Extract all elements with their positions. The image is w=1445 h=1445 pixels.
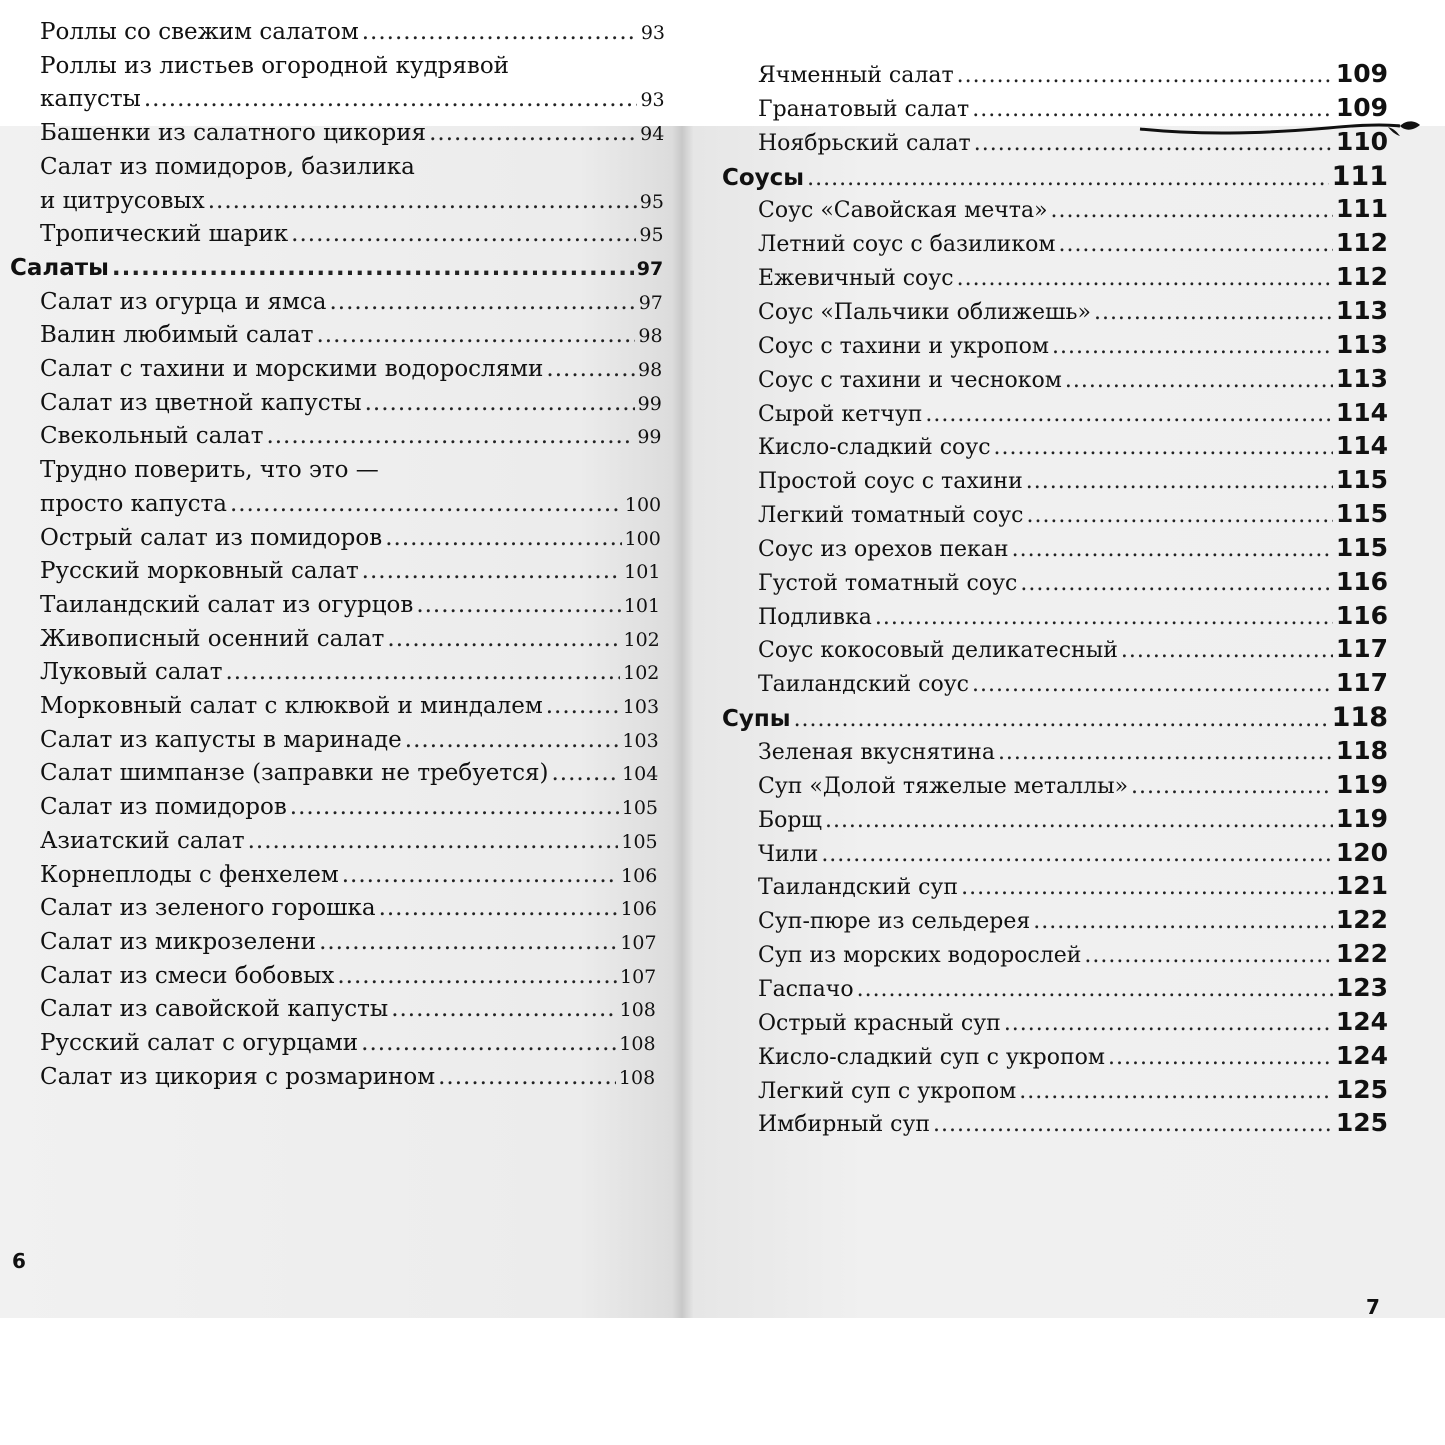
toc-page-number: 105 — [621, 830, 658, 853]
toc-entry-title: Легкий томатный соус — [758, 503, 1024, 529]
toc-entry-title: Борщ — [758, 807, 822, 833]
toc-entry-line: Роллы из листьев огородной кудрявой — [40, 52, 510, 79]
toc-page-number: 113 — [1335, 295, 1388, 325]
toc-entry-title: Салат из зеленого горошка — [40, 895, 376, 922]
dot-leader — [405, 727, 620, 753]
toc-page-number: 101 — [623, 594, 661, 617]
toc-entry[interactable] — [758, 59, 1388, 88]
toc-entry-line: Трудно поверить, что это — — [40, 457, 379, 484]
toc-entry-title: Ежевичный соус — [758, 266, 954, 292]
toc-entry[interactable] — [758, 194, 1388, 223]
toc-entry-title: Простой соус с тахини — [758, 469, 1023, 495]
toc-page-number: 94 — [640, 123, 665, 146]
toc-page-number: 98 — [638, 325, 663, 348]
toc-page-number: 116 — [1335, 600, 1388, 630]
toc-page-number: 119 — [1335, 769, 1388, 799]
toc-entry-title: Салат шимпанзе (заправки не требуется) — [40, 760, 549, 787]
left-page — [0, 0, 675, 1192]
dot-leader — [1121, 638, 1333, 663]
toc-page-number: 116 — [1335, 566, 1388, 596]
toc-entry-title: Тропический шарик — [40, 221, 289, 248]
toc-entry[interactable] — [758, 871, 1388, 900]
dot-leader — [112, 255, 634, 281]
dot-leader — [290, 794, 619, 820]
page-number-right: 7 — [1366, 1295, 1380, 1319]
toc-page-number: 112 — [1335, 262, 1388, 292]
toc-entry-title: Салат из помидоров — [40, 794, 287, 821]
toc-page-number: 104 — [622, 763, 659, 786]
toc-entry-title: Ноябрьский салат — [758, 130, 971, 156]
toc-entry-title: Азиатский салат — [40, 827, 245, 854]
toc-page-number: 106 — [620, 898, 657, 921]
toc-entry-title: Соус с тахини и чесноком — [758, 367, 1062, 393]
toc-entry-title: Салат из микрозелени — [40, 928, 317, 955]
toc-entry-title: Соус с тахини и укропом — [758, 333, 1050, 359]
toc-entry[interactable] — [40, 322, 663, 348]
toc-page-number: 98 — [638, 359, 663, 381]
toc-page-number: 125 — [1335, 1074, 1388, 1104]
dot-leader — [387, 626, 620, 652]
toc-entry[interactable] — [40, 862, 657, 888]
toc-entry[interactable] — [40, 963, 656, 989]
toc-page-number: 111 — [1331, 160, 1388, 192]
toc-entry-title: Салаты — [10, 254, 109, 281]
toc-entry-title: Таиландский салат из огурцов — [40, 591, 414, 618]
toc-page-number: 114 — [1335, 431, 1388, 461]
dot-leader — [957, 63, 1333, 88]
toc-entry-title: Роллы со свежим салатом — [40, 19, 359, 45]
dot-leader — [230, 491, 622, 517]
dot-leader — [365, 390, 635, 416]
toc-entry[interactable] — [40, 289, 663, 315]
toc-entry[interactable] — [758, 804, 1388, 833]
toc-entry-title: Русский морковный салат — [40, 558, 359, 585]
dot-leader — [1131, 774, 1333, 799]
dot-leader — [362, 19, 638, 45]
toc-page-number: 103 — [622, 696, 660, 718]
toc-page-number: 97 — [638, 291, 663, 314]
toc-entry-title: Ячменный салат — [758, 63, 954, 88]
toc-entry-title: Корнеплоды с фенхелем — [40, 861, 339, 888]
toc-page-number: 114 — [1335, 397, 1388, 427]
toc-entry[interactable] — [40, 895, 657, 921]
toc-entry[interactable] — [758, 668, 1388, 697]
dot-leader — [266, 423, 634, 449]
dot-leader — [961, 875, 1333, 900]
dot-leader — [362, 558, 622, 584]
toc-entry[interactable] — [40, 693, 659, 719]
dot-leader — [385, 525, 621, 551]
toc-entry-title: Свекольный салат — [40, 423, 264, 450]
toc-entry[interactable] — [40, 19, 665, 45]
toc-page-number: 107 — [620, 931, 657, 954]
dot-leader — [225, 659, 620, 685]
toc-entry[interactable] — [758, 736, 1388, 765]
toc-page-number: 117 — [1335, 668, 1388, 698]
page-number-left: 6 — [12, 1249, 26, 1273]
dot-leader — [546, 356, 635, 382]
toc-entry[interactable] — [40, 558, 660, 584]
dot-leader — [1004, 1011, 1333, 1036]
toc-entry[interactable] — [758, 330, 1388, 359]
toc-entry[interactable] — [758, 973, 1388, 1002]
toc-entry-title: Таиландский соус — [758, 672, 969, 698]
dot-leader — [144, 86, 638, 112]
toc-page-number: 109 — [1335, 92, 1388, 122]
toc-entry-title: Салат из капусты в маринаде — [40, 726, 402, 753]
toc-page-number: 110 — [1335, 126, 1388, 156]
toc-entry[interactable] — [758, 262, 1388, 291]
toc-entry[interactable] — [40, 592, 660, 618]
toc-entry-title: Густой томатный соус — [758, 570, 1018, 596]
toc-entry[interactable] — [758, 770, 1388, 799]
dot-leader — [1033, 909, 1333, 934]
toc-entry[interactable] — [758, 465, 1388, 494]
toc-entry[interactable] — [40, 828, 658, 854]
dot-leader — [1020, 571, 1332, 596]
dot-leader — [1094, 300, 1333, 325]
toc-entry-title: Живописный осенний салат — [40, 625, 385, 652]
toc-entry-title: Таиландский суп — [758, 875, 959, 901]
toc-page-number: 100 — [624, 527, 661, 550]
toc-entry-title: Имбирный суп — [758, 1112, 931, 1138]
dot-leader — [208, 188, 637, 214]
toc-entry-title: Супы — [722, 706, 791, 733]
toc-page-number: 108 — [618, 1066, 656, 1089]
toc-entry-title: Валин любимый салат — [40, 322, 314, 349]
toc-page-number: 122 — [1335, 905, 1388, 935]
toc-page-number: 109 — [1335, 59, 1388, 88]
dot-leader — [379, 895, 618, 921]
toc-entry[interactable] — [758, 1075, 1388, 1104]
dot-leader — [1052, 334, 1333, 359]
toc-entry-title: Салат из цикория с розмарином — [40, 1063, 436, 1090]
toc-entry[interactable] — [40, 221, 664, 247]
toc-entry-title: капусты — [40, 86, 141, 113]
toc-page-number: 115 — [1335, 532, 1388, 562]
dot-leader — [875, 605, 1333, 630]
toc-entry[interactable] — [758, 634, 1388, 663]
toc-entry-title: и цитрусовых — [40, 187, 205, 214]
dot-leader — [794, 707, 1329, 732]
toc-entry[interactable] — [40, 996, 656, 1022]
toc-entry-title: Зеленая вкуснятина — [758, 740, 995, 765]
toc-entry-title: Соус «Савойская мечта» — [758, 198, 1048, 224]
toc-entry-title: Подливка — [758, 604, 872, 630]
toc-entry[interactable] — [40, 120, 664, 146]
dot-leader — [1084, 943, 1332, 968]
toc-entry[interactable] — [758, 93, 1388, 122]
toc-entry[interactable] — [758, 533, 1388, 562]
toc-page-number: 107 — [619, 965, 657, 988]
dot-leader — [994, 435, 1333, 460]
toc-entry[interactable] — [758, 398, 1388, 427]
toc-section-heading[interactable] — [722, 161, 1388, 192]
dot-leader — [933, 1112, 1333, 1137]
toc-entry[interactable] — [758, 939, 1388, 968]
toc-page-number: 115 — [1335, 499, 1388, 529]
dot-leader — [248, 828, 619, 854]
toc-page-number: 113 — [1335, 329, 1388, 359]
dot-leader — [1058, 232, 1332, 257]
toc-entry-title: Острый красный суп — [758, 1010, 1001, 1036]
toc-entry[interactable] — [40, 188, 664, 214]
toc-page-number: 95 — [639, 190, 664, 213]
dot-leader — [342, 862, 618, 888]
dot-leader — [416, 592, 621, 618]
toc-page-number: 125 — [1335, 1108, 1388, 1138]
dot-leader — [319, 929, 617, 955]
toc-entry-title: Русский салат с огурцами — [40, 1030, 359, 1056]
dot-leader — [1051, 198, 1333, 223]
toc-entry-title: Салат из цветной капусты — [40, 389, 362, 416]
toc-entry-title: Соусы — [722, 164, 805, 191]
toc-entry[interactable] — [758, 296, 1388, 325]
toc-page-number: 93 — [640, 22, 665, 44]
toc-page-number: 99 — [637, 426, 662, 449]
toc-entry-title: Салат с тахини и морскими водорослями — [40, 356, 544, 382]
toc-page-number: 99 — [637, 392, 662, 415]
dot-leader — [821, 842, 1333, 867]
dot-leader — [329, 289, 635, 315]
dot-leader — [316, 322, 635, 348]
toc-entry-title: Гаспачо — [758, 976, 854, 1002]
dot-leader — [1065, 368, 1333, 393]
toc-entry-title: Суп-пюре из сельдерея — [758, 909, 1031, 935]
toc-entry[interactable] — [40, 390, 662, 416]
toc-entry[interactable] — [758, 499, 1388, 528]
toc-page-number: 117 — [1335, 634, 1388, 664]
toc-entry[interactable] — [40, 491, 661, 517]
dot-leader — [391, 996, 616, 1022]
dot-leader — [972, 97, 1333, 122]
toc-page-number: 103 — [622, 729, 659, 752]
toc-entry-title: Суп «Долой тяжелые металлы» — [758, 773, 1129, 799]
dot-leader — [974, 131, 1333, 156]
dot-leader — [998, 740, 1333, 765]
toc-entry-title: Гранатовый салат — [758, 96, 970, 122]
dot-leader — [1019, 1079, 1333, 1104]
toc-entry[interactable] — [758, 1007, 1388, 1036]
toc-entry[interactable] — [758, 228, 1388, 257]
toc-page-number: 108 — [619, 999, 656, 1022]
dot-leader — [925, 402, 1332, 427]
toc-entry[interactable] — [40, 760, 658, 786]
toc-entry-title: Башенки из салатного цикория — [40, 120, 427, 147]
toc-entry[interactable] — [40, 659, 659, 685]
toc-entry[interactable] — [758, 838, 1388, 867]
toc-entry[interactable] — [758, 431, 1388, 460]
toc-page-number: 123 — [1335, 972, 1388, 1002]
dot-leader — [546, 693, 620, 719]
toc-page-number: 95 — [639, 224, 664, 247]
toc-page-number: 118 — [1331, 702, 1388, 734]
toc-entry-line: Салат из помидоров, базилика — [40, 153, 415, 180]
toc-entry-title: Салат из савойской капусты — [40, 996, 389, 1023]
toc-entry-title: Острый салат из помидоров — [40, 524, 383, 551]
toc-page-number: 106 — [621, 864, 658, 887]
toc-entry-title: Легкий суп с укропом — [758, 1078, 1017, 1104]
toc-entry-title: Соус из орехов пекан — [758, 536, 1009, 562]
toc-page-number: 122 — [1335, 939, 1388, 969]
toc-entry-title: Соус «Пальчики оближешь» — [758, 299, 1091, 325]
dot-leader — [1026, 503, 1332, 528]
toc-section-heading[interactable] — [722, 702, 1388, 733]
toc-page-number: 93 — [640, 89, 665, 112]
toc-entry[interactable] — [40, 1064, 655, 1090]
toc-page-number: 102 — [623, 628, 660, 651]
toc-entry[interactable] — [40, 794, 658, 820]
dot-leader — [807, 166, 1329, 191]
right-page — [680, 0, 1445, 1192]
dot-leader — [972, 672, 1333, 697]
dot-leader — [1012, 537, 1333, 562]
toc-page-number: 118 — [1335, 736, 1388, 765]
dot-leader — [1026, 469, 1333, 494]
toc-entry[interactable] — [40, 929, 657, 955]
toc-entry-title: Салат из смеси бобовых — [40, 962, 335, 989]
toc-entry[interactable] — [40, 356, 662, 382]
toc-entry-title: Сырой кетчуп — [758, 401, 923, 427]
toc-entry-title: Луковый салат — [40, 659, 223, 686]
dot-leader — [1108, 1045, 1333, 1070]
toc-entry-title: Морковный салат с клюквой и миндалем — [40, 693, 543, 719]
dot-leader — [825, 808, 1333, 833]
toc-entry[interactable] — [758, 601, 1388, 630]
dot-leader — [857, 977, 1333, 1002]
dot-leader — [551, 760, 619, 786]
toc-entry[interactable] — [758, 127, 1388, 156]
toc-page-number: 124 — [1335, 1040, 1388, 1070]
toc-entry[interactable] — [40, 727, 659, 753]
dot-leader — [429, 120, 637, 146]
toc-page-number: 101 — [624, 561, 661, 584]
toc-entry-title: Кисло-сладкий соус — [758, 435, 991, 461]
toc-page-number: 124 — [1335, 1006, 1388, 1036]
toc-page-number: 100 — [624, 493, 662, 516]
toc-page-number: 113 — [1335, 363, 1388, 393]
toc-page-number: 121 — [1335, 871, 1388, 901]
toc-entry-title: Летний соус с базиликом — [758, 232, 1056, 258]
toc-entry-title: Чили — [758, 841, 819, 867]
toc-page-number: 112 — [1335, 228, 1388, 258]
dot-leader — [957, 266, 1333, 291]
toc-page-number: 120 — [1335, 837, 1388, 867]
dot-leader — [361, 1030, 616, 1056]
toc-entry[interactable] — [758, 1041, 1388, 1070]
toc-entry-title: просто капуста — [40, 490, 227, 517]
toc-page-number: 111 — [1335, 194, 1388, 224]
toc-entry[interactable] — [758, 1108, 1388, 1137]
dot-leader — [337, 963, 617, 989]
toc-page-number: 105 — [621, 797, 658, 820]
toc-page-number: 97 — [636, 257, 664, 280]
toc-page-number: 108 — [619, 1033, 656, 1055]
toc-entry-title: Соус кокосовый деликатесный — [758, 638, 1118, 664]
dot-leader — [291, 221, 636, 247]
toc-entry[interactable] — [40, 423, 662, 449]
dot-leader — [438, 1064, 616, 1090]
toc-entry[interactable] — [758, 905, 1388, 934]
toc-entry[interactable] — [40, 525, 661, 551]
toc-entry[interactable] — [758, 364, 1388, 393]
toc-section-heading[interactable] — [10, 255, 663, 281]
toc-entry[interactable] — [40, 626, 660, 652]
toc-entry[interactable] — [758, 567, 1388, 596]
toc-entry-title: Кисло-сладкий суп с укропом — [758, 1044, 1105, 1070]
toc-entry[interactable] — [40, 1030, 656, 1056]
toc-entry-title: Салат из огурца и ямса — [40, 288, 327, 315]
toc-page-number: 119 — [1335, 803, 1388, 833]
toc-page-number: 115 — [1335, 465, 1388, 495]
toc-entry[interactable] — [40, 86, 665, 112]
toc-entry-title: Суп из морских водорослей — [758, 943, 1082, 969]
toc-page-number: 102 — [623, 662, 660, 685]
